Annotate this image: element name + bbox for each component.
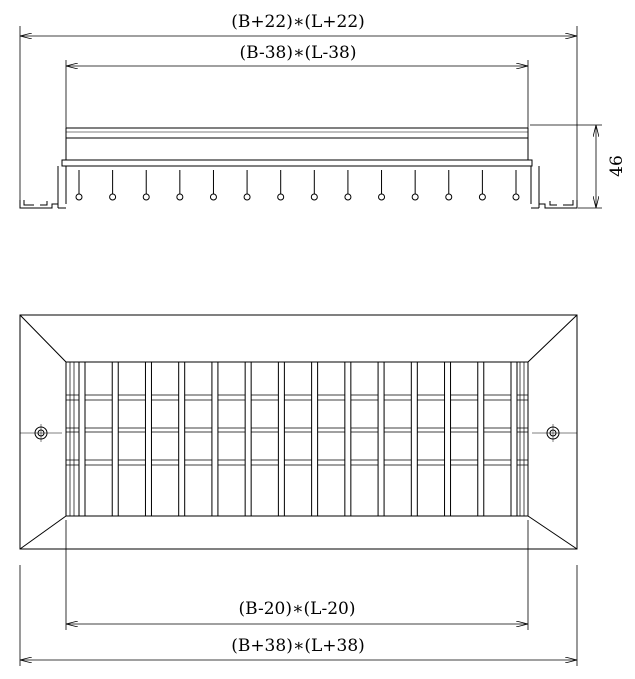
front-vertical-blade (312, 362, 318, 516)
front-vertical-blade (278, 362, 284, 516)
front-horizontal-blades (66, 395, 528, 465)
front-vertical-blade (445, 362, 451, 516)
front-vertical-blade (511, 362, 517, 516)
side-fin (210, 170, 216, 200)
side-fin (278, 170, 284, 200)
front-vertical-blade (245, 362, 251, 516)
screw-hole-right (532, 424, 577, 442)
dimension-label-top-outer: (B+22)∗(L+22) (231, 12, 365, 32)
side-view-fins (76, 170, 519, 200)
front-view (20, 315, 577, 666)
dimension-label-height: 46 (607, 155, 627, 177)
blade-profile (62, 128, 532, 166)
side-fin (244, 170, 250, 200)
dimension-label-bottom-outer: (B+38)∗(L+38) (231, 636, 365, 656)
dimension-top-inner (66, 43, 528, 128)
side-view (20, 12, 627, 208)
side-fin (412, 170, 418, 200)
side-fin (177, 170, 183, 200)
side-fin (345, 170, 351, 200)
side-fin (143, 170, 149, 200)
frame-flange-left (20, 166, 66, 208)
front-edge-strips (70, 362, 524, 516)
front-vertical-blade (345, 362, 351, 516)
dimension-top-outer (20, 12, 577, 200)
screw-hole-left (20, 424, 62, 442)
front-vertical-blade (145, 362, 151, 516)
side-fin (379, 170, 385, 200)
inner-opening (66, 362, 528, 516)
side-fin (311, 170, 317, 200)
front-vertical-blade (378, 362, 384, 516)
side-fin (446, 170, 452, 200)
front-vertical-blade (212, 362, 218, 516)
frame-flange-right (531, 166, 577, 208)
side-fin (479, 170, 485, 200)
dimension-height (530, 125, 627, 208)
front-vertical-blade (411, 362, 417, 516)
front-vertical-blade (112, 362, 118, 516)
front-vertical-blade (179, 362, 185, 516)
side-fin (76, 170, 82, 200)
front-vertical-blade (79, 362, 85, 516)
side-fin (513, 170, 519, 200)
dimension-bottom-inner (66, 520, 528, 630)
dimension-label-top-inner: (B-38)∗(L-38) (239, 43, 357, 63)
dimension-label-bottom-inner: (B-20)∗(L-20) (238, 599, 356, 619)
front-grille (66, 362, 528, 516)
side-fin (110, 170, 116, 200)
front-vertical-blade (478, 362, 484, 516)
